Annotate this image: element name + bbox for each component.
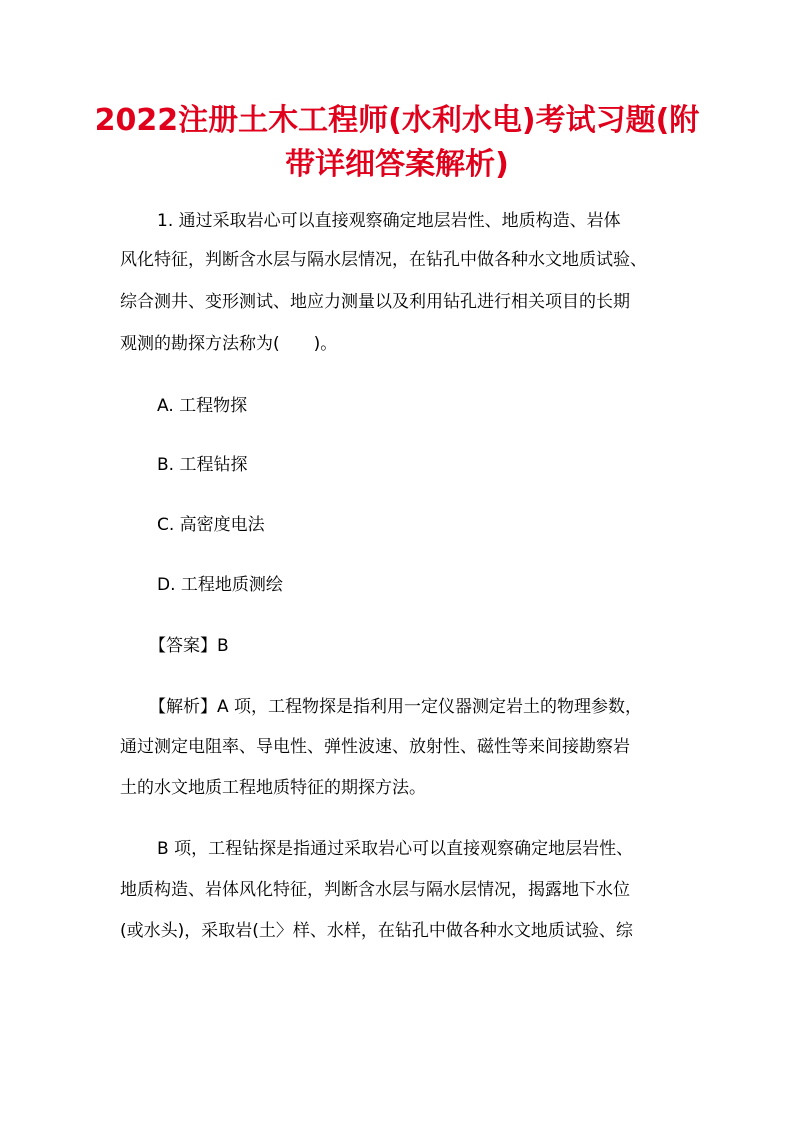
question-line-3: 综合测井、变形测试、地应力测量以及利用钻孔进行相关项目的长期 bbox=[120, 292, 630, 312]
option-b: B. 工程钻探 bbox=[157, 455, 248, 475]
analysis-b-line-1: B 项，工程钻探是指通过采取岩心可以直接观察确定地层岩性、 bbox=[157, 839, 634, 859]
question-line-4: 观测的勘探方法称为( )。 bbox=[120, 334, 338, 354]
option-c: C. 高密度电法 bbox=[157, 515, 265, 535]
analysis-line-2: 通过测定电阻率、导电性、弹性波速、放射性、磁性等来间接勘察岩 bbox=[120, 737, 630, 757]
question-line-2: 风化特征，判断含水层与隔水层情况，在钻孔中做各种水文地质试验、 bbox=[120, 250, 647, 270]
answer: 【答案】B bbox=[149, 636, 229, 656]
analysis-line-3: 土的水文地质工程地质特征的期探方法。 bbox=[120, 778, 426, 798]
option-d: D. 工程地质测绘 bbox=[157, 575, 283, 595]
question-line-1: 1. 通过采取岩心可以直接观察确定地层岩性、地质构造、岩体 bbox=[157, 211, 621, 231]
analysis-b-line-3: (或水头)，采取岩(土〉样、水样，在钻孔中做各种水文地质试验、综 bbox=[120, 921, 633, 941]
document-title-line-1: 2022注册土木工程师(水利水电)考试习题(附 bbox=[94, 103, 700, 138]
document-title-line-2: 带详细答案解析) bbox=[285, 147, 509, 182]
option-a: A. 工程物探 bbox=[157, 396, 248, 416]
analysis-b-line-2: 地质构造、岩体风化特征，判断含水层与隔水层情况，揭露地下水位 bbox=[120, 880, 630, 900]
analysis-line-1: 【解析】A 项，工程物探是指利用一定仪器测定岩土的物理参数， bbox=[149, 697, 643, 717]
